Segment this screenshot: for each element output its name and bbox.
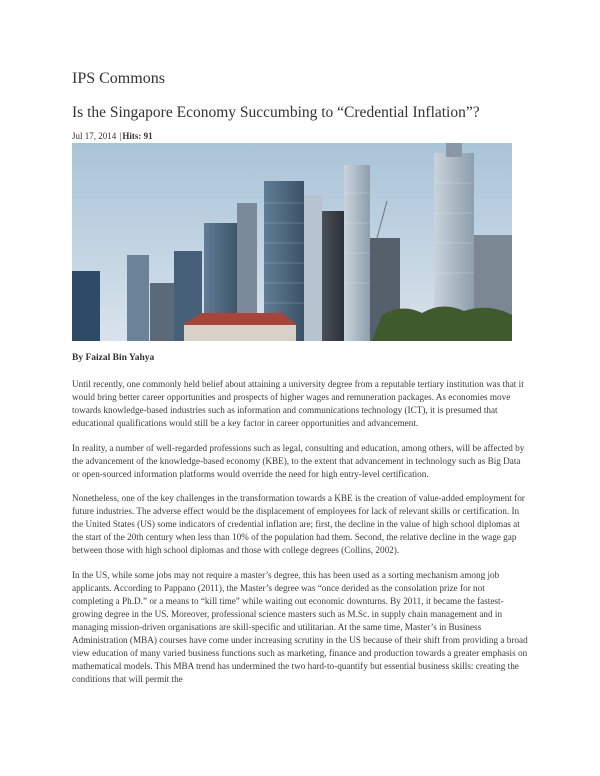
hits-count: 91 bbox=[143, 131, 153, 141]
hero-image-singapore-skyline bbox=[72, 143, 512, 341]
tower-top bbox=[446, 143, 462, 157]
meta-separator: | bbox=[119, 131, 122, 141]
building bbox=[150, 283, 174, 341]
article-byline: By Faizal Bin Yahya bbox=[72, 353, 155, 363]
article-body bbox=[72, 378, 528, 697]
building bbox=[127, 255, 149, 341]
paragraph: Nonetheless, one of the key challenges in the transformation towards a KBE is the creation of value-added employment for future industries. The adverse effect would be the displacement of employees for lack of relevant skills or certification. In the United States (US) some indicators of credential inflation are; first, the decline in the value of high school diplomas at the start of the 20th century when less than 10% of the population had them. Second, the relative decline in the wage gap between those with high school diplomas and those with college degrees (Collins, 2002). bbox=[72, 493, 525, 555]
tower bbox=[322, 211, 344, 341]
paragraph: In reality, a number of well-regarded professions such as legal, consulting and education, among others, will be affected by the advancement of the knowledge-based economy (KBE), to the extent that advancement in technology such as Big Data or open-sourced information platforms would override the need for high entry-level certification. bbox=[72, 442, 525, 479]
trees bbox=[372, 306, 512, 341]
hits-label: Hits: bbox=[122, 131, 142, 141]
red-roof bbox=[182, 313, 297, 325]
low-building bbox=[184, 325, 296, 341]
article-date: Jul 17, 2014 bbox=[72, 131, 117, 141]
article-meta bbox=[72, 131, 153, 141]
site-name: IPS Commons bbox=[72, 70, 165, 87]
skyline-illustration bbox=[72, 143, 512, 341]
paragraph: Until recently, one commonly held belief about attaining a university degree from a reputable tertiary institution was that it would bring better career opportunities and prospects of higher wages and remuneration packages. As economies move towards knowledge-based industries such as information and communications technology (ICT), it is presumed that educational qualifications would still be a key factor in career opportunities and advancement. bbox=[72, 379, 524, 428]
tower bbox=[304, 195, 322, 341]
article-title: Is the Singapore Economy Succumbing to “Credential Inflation”? bbox=[72, 104, 480, 121]
building bbox=[72, 271, 100, 341]
paragraph: In the US, while some jobs may not require a master’s degree, this has been used as a sorting mechanism among job applicants. According to Pappano (2011), the Master’s degree was “once derided as the consolation prize for not completing a Ph.D.” or a means to “kill time” while waiting out economic downturns. By 2011, it became the fastest-growing degree in the US. Moreover, professional science masters such as M.Sc. in supply chain management and in managing mission-driven organisations are skill-specific and utilitarian. At the same time, Master’s in Business Administration (MBA) courses have come under increasing scrutiny in the US because of their shift from providing a broad view education of many varied business functions such as marketing, finance and production towards a greater emphasis on mathematical models. This MBA trend has undermined the two hard-to-quantify but essential business skills: creating the conditions that will permit the bbox=[72, 569, 528, 684]
